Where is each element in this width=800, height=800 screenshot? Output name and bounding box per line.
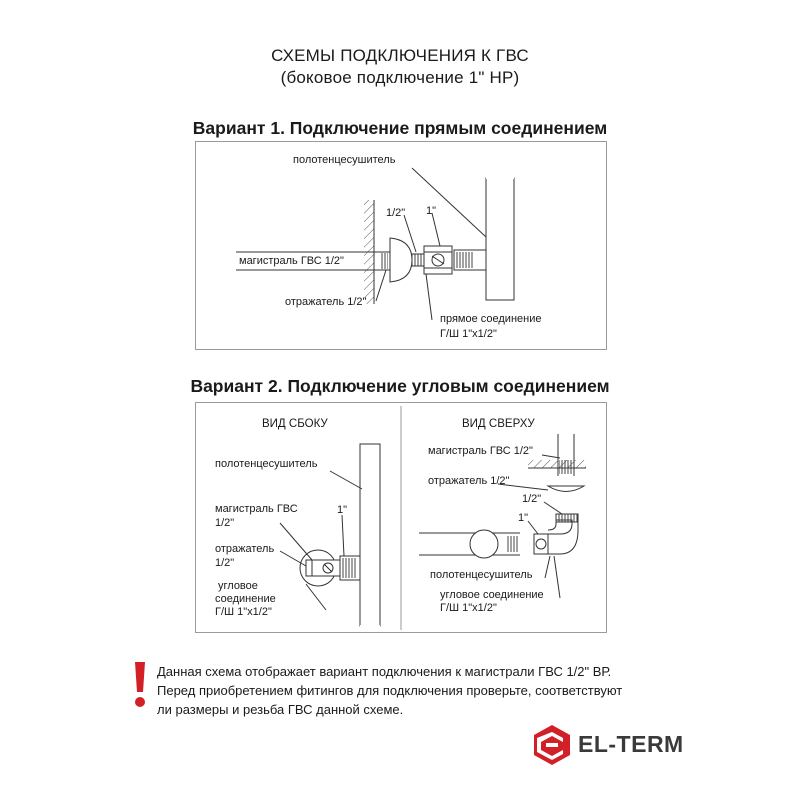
side-label-angle-2: соединение xyxy=(215,593,276,605)
side-label-main-1: магистраль ГВС xyxy=(215,503,298,515)
side-view-labels xyxy=(215,418,347,618)
label-reflector: отражатель 1/2" xyxy=(285,296,367,308)
side-label-angle-3: Г/Ш 1"х1/2" xyxy=(215,606,272,618)
top-label-half-inch: 1/2" xyxy=(522,493,542,505)
label-straight-conn-2: Г/Ш 1"х1/2" xyxy=(440,328,497,340)
side-label-main-2: 1/2" xyxy=(215,517,235,529)
label-half-inch: 1/2" xyxy=(386,207,406,219)
side-label-reflector-1: отражатель xyxy=(215,543,275,555)
variant1-drawing xyxy=(236,168,514,320)
top-label-angle-2: Г/Ш 1"х1/2" xyxy=(440,602,497,614)
variant2-heading: Вариант 2. Подключение угловым соединением xyxy=(190,376,610,396)
side-view-title: ВИД СБОКУ xyxy=(262,418,328,430)
side-label-reflector-2: 1/2" xyxy=(215,557,235,569)
leader-dryer xyxy=(412,168,486,237)
towel-dryer-pipe xyxy=(486,178,514,300)
top-reflector xyxy=(548,486,584,492)
top-label-angle-1: угловое соединение xyxy=(440,589,544,601)
label-one-inch: 1" xyxy=(426,205,437,217)
notice-text xyxy=(157,662,622,719)
side-view-drawing xyxy=(280,444,380,626)
top-view-title: ВИД СВЕРХУ xyxy=(462,418,535,430)
top-view-labels xyxy=(428,418,544,614)
reflector-shape xyxy=(390,238,412,282)
label-straight-conn-1: прямое соединение xyxy=(440,313,542,325)
top-label-main-line: магистраль ГВС 1/2" xyxy=(428,445,533,457)
notice-line-2: Перед приобретением фитингов для подключения проверьте, соответствуют xyxy=(157,683,623,698)
straight-fitting xyxy=(412,254,424,266)
side-label-angle-1: угловое xyxy=(218,580,258,592)
brand-name: EL-TERM xyxy=(578,731,684,757)
variant1-heading: Вариант 1. Подключение прямым соединением xyxy=(192,118,608,138)
notice-line-1: Данная схема отображает вариант подключения к магистрали ГВС 1/2" ВР. xyxy=(157,664,612,679)
label-towel-dryer: полотенцесушитель xyxy=(293,154,396,166)
el-term-logo-icon xyxy=(532,724,572,766)
side-dryer-pipe xyxy=(360,444,380,626)
exclamation-icon xyxy=(132,660,148,710)
notice-line-3: ли размеры и резьба ГВС данной схеме. xyxy=(157,702,404,717)
top-label-one-inch: 1" xyxy=(518,512,529,524)
page-subtitle: (боковое подключение 1" НР) xyxy=(280,68,520,87)
side-label-one-inch: 1" xyxy=(337,504,348,516)
side-label-towel-dryer: полотенцесушитель xyxy=(215,458,318,470)
page-title: СХЕМЫ ПОДКЛЮЧЕНИЯ К ГВС xyxy=(271,46,529,65)
label-main-line: магистраль ГВС 1/2" xyxy=(239,255,344,267)
top-label-towel-dryer: полотенцесушитель xyxy=(430,569,533,581)
top-label-reflector: отражатель 1/2" xyxy=(428,475,510,487)
